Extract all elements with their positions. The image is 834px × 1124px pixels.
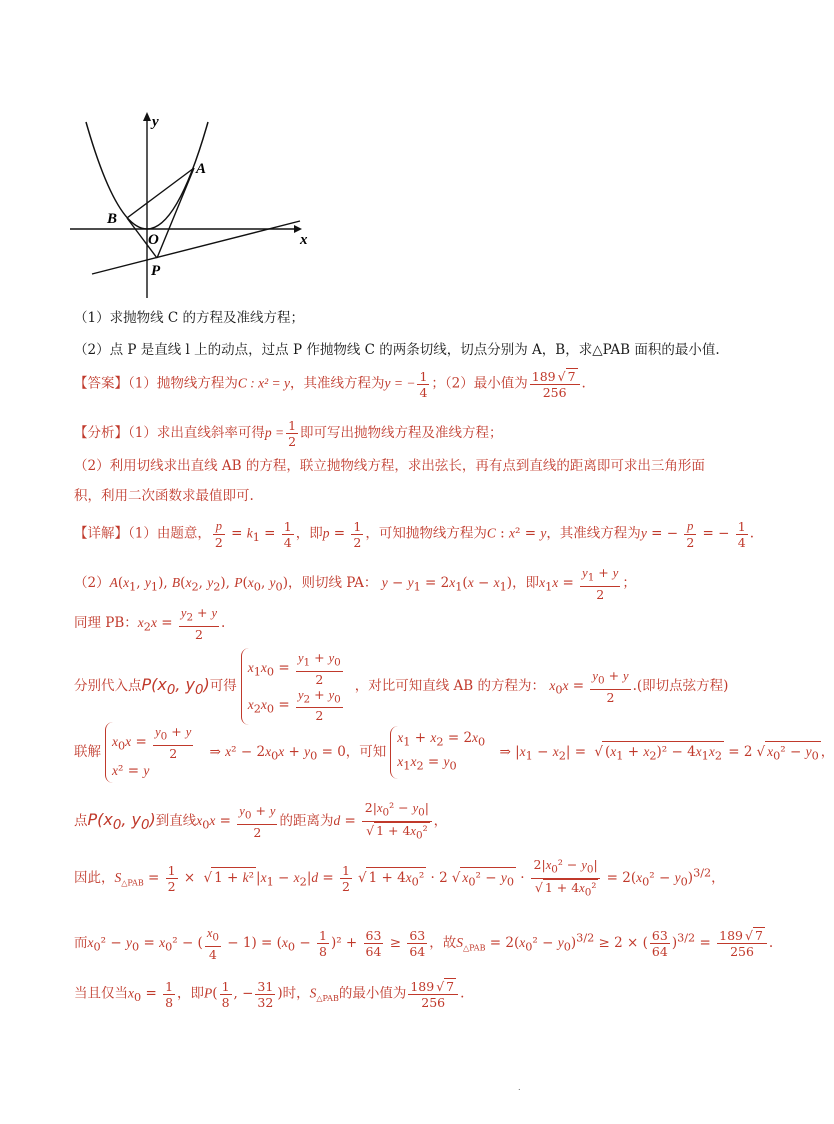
answer-line: 【答案】（1）抛物线方程为C : x² = y，其准线方程为y = − $\frac{1}{4}$ ；（2）最小值为 $\frac{189√ 7}{256}$ . — [74, 368, 586, 400]
label-y: y — [152, 114, 159, 130]
label-A: A — [196, 161, 207, 177]
detail-line-9: 当且仅当$x_0$ = $\frac{1}{8}$ ，即P( $\frac{1}{8}$ , − $\frac{31}{32}$ )时，$S_{\triangle PAB}$的最小值为 $\frac{189√ 7}{256}$ . — [74, 978, 464, 1010]
question-1: （1）求抛物线 C 的方程及准线方程； — [74, 310, 305, 326]
detail-line-3: 同理 PB：$x_2x$ = $\frac{y_2 + y}{2}$ . — [74, 605, 226, 642]
y-axis-arrow — [143, 112, 151, 121]
detail-line-2: $(2)A(x_1$, $y_1$), $B(x_2$, $y_2$), $P(x_0$, $y_0$)，则切线 PA： $y - y_1 = 2x_1(x - x_1)$，即$x_1x$ = $\frac{y_1 + y}{2}$ ； — [74, 565, 636, 602]
detail-line-7: 因此，$S_{\triangle PAB}$ = $\frac{1}{2}$ × √ 1 + k² $|x_1 - x_2|d$ = $\frac{1}{2}$ √ $1 + 4x_0^2 \cdot 2√$ $x_0^2 - y_0$ · $2|x_0^2 - y_0|$ √ $1 + 4x_0^2$ = $2(x_0^2 - y_0)^{3/2}$， — [74, 857, 725, 900]
analysis-tag: 【分析】 — [74, 425, 128, 441]
detail-line-5: 联解 $x_0x$ = $\frac{y_0 + y}{2}$ x² = y ⇒ $x^2 - 2x_0x + y_0 = 0$，可知 $x_1 + x_2 = 2x_0$ $x_1x_2 = y_0$ ⇒ $|x_1 - x_2|$ = √ $(x_1 + x_2)^2 - 4x_1x_2 = 2√$ $x_0^2 - y_0$ ， — [74, 722, 834, 783]
label-x: x — [300, 232, 308, 248]
detail-line-4: 分别代入点$P(x_0$, $y_0$)可得 $x_1x_0$ = $\frac{y_1 + y_0}{2}$ $x_2x_0$ = $\frac{y_2 + y_0}{2}$ ，对比可知直线 AB 的方程为： $x_0x$ = $\frac{y_0 + y}{2}$ .(即切点弦方程) — [74, 650, 729, 723]
question-2: （2）点 P 是直线 l 上的动点，过点 P 作抛物线 C 的两条切线，切点分别为 A，B，求△PAB 面积的最小值. — [74, 342, 720, 358]
page-number: . — [518, 1083, 521, 1092]
detail-line-8: 而$x_0^2 - y_0 = x_0^2$ − ( $\frac{x_0}{4}$ − $1) = (x_0$ − $\frac{1}{8}$ )² + $\frac{63}{64}$ ≥ $\frac{63}{64}$ ，故$S_{\triangle PAB} = 2(x_0^2 - y_0)^{3/2} \ge 2$ × ( $\frac{63}{64}$ )$^{3/2}$ = $\frac{189√ 7}{256}$ . — [74, 925, 773, 962]
analysis-line-3: 积，利用二次函数求最值即可. — [74, 488, 254, 504]
analysis-line-2: （2）利用切线求出直线 AB 的方程，联立抛物线方程，求出弦长，再有点到直线的距离即可求出三角形面 — [74, 458, 705, 474]
parabola-figure — [70, 108, 330, 308]
answer-tag: 【答案】 — [74, 375, 128, 392]
detail-tag: 【详解】 — [74, 525, 128, 542]
analysis-line-1: 【分析】（1）求出直线斜率可得p = $\frac{1}{2}$ 即可写出抛物线方程及准线方程； — [74, 418, 503, 449]
detail-line-6: 点$P(x_0$, $y_0$)到直线$x_0x$ = $\frac{y_0 + y}{2}$ 的距离为d = $2|x_0^2 - y_0|$ √ $1 + 4x_0^2$ ， — [74, 800, 447, 843]
label-P: P — [151, 263, 161, 279]
label-B: B — [107, 211, 118, 227]
detail-line-1: 【详解】（1）由题意， $\frac{p}{2}$ = $k_1$ = $\frac{1}{4}$ ，即p = $\frac{1}{2}$ ，可知抛物线方程为C : x² = y，其准线方程为y = − $\frac{p}{2}$ = − $\frac{1}{4}$ . — [74, 518, 755, 550]
label-O: O — [148, 232, 159, 248]
